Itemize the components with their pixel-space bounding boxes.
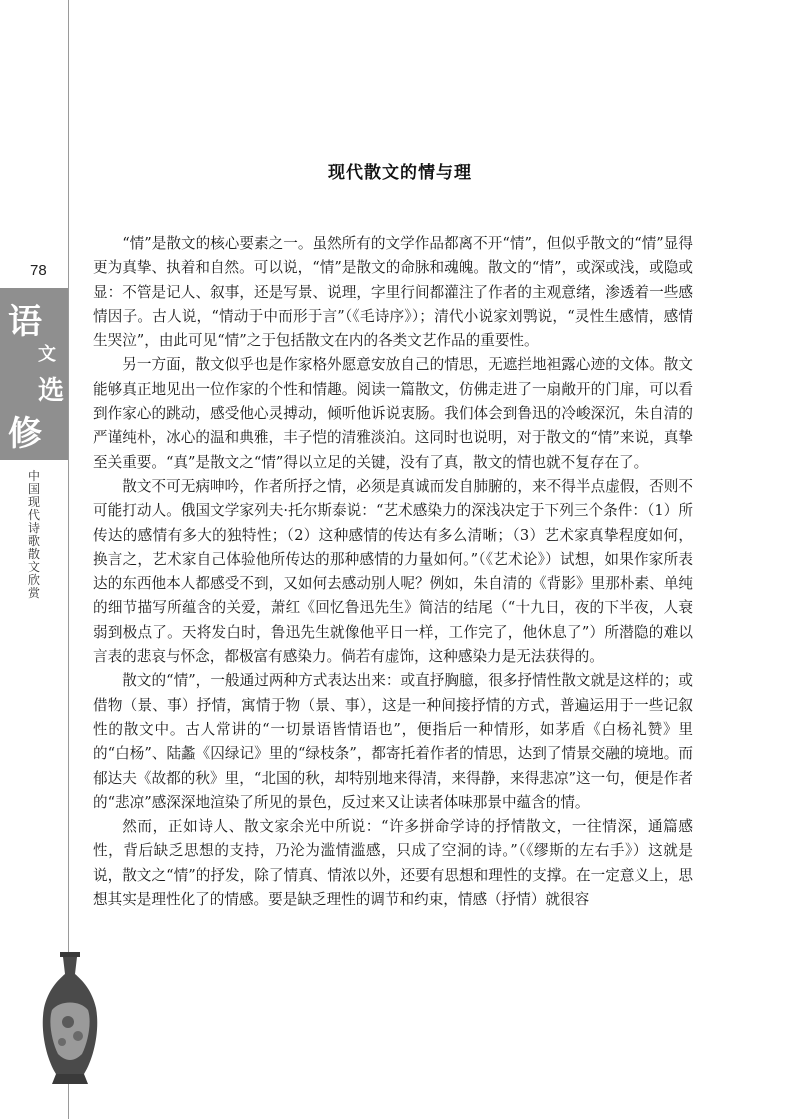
tab-char-1: 语 xyxy=(8,302,42,342)
paragraph: 另一方面，散文似乎也是作家格外愿意安放自己的情思，无遮拦地袒露心迹的文体。散文能够真正地见出一位作家的个性和情趣。阅读一篇散文，仿佛走进了一扇敞开的门扉，可以看到作家心的跳动，感受他心灵搏动，倾听他诉说衷肠。我们体会到鲁迅的冷峻深沉，朱自清的严谨纯朴，冰心的温和典雅，丰子恺的清雅淡泊。这同时也说明，对于散文的“情”来说，真挚至关重要。“真”是散文之“情”得以立足的关键，没有了真，散文的情也就不复存在了。 xyxy=(93,356,693,471)
tab-char-3: 选 xyxy=(38,376,65,406)
tab-char-4: 修 xyxy=(8,414,42,454)
vase-illustration-icon xyxy=(30,950,110,1090)
page-number: 78 xyxy=(30,262,47,279)
paragraph: 然而，正如诗人、散文家余光中所说：“许多拼命学诗的抒情散文，一往情深，通篇感性，背后缺乏思想的支持，乃沦为滥情滥感，只成了空洞的诗。”（《缪斯的左右手》）这就是说，散文之“情”的抒发，除了情真、情浓以外，还要有思想和理性的支撑。在一定意义上，思想其实是理性化了的情感。要是缺乏理性的调节和约束，情感（抒情）就很容 xyxy=(93,818,693,909)
tab-char-2: 文 xyxy=(38,344,56,365)
section-tab xyxy=(0,288,68,460)
paragraph: 散文不可无病呻吟，作者所抒之情，必须是真诚而发自肺腑的，来不得半点虚假，否则不可能打动人。俄国文学家列夫·托尔斯泰说：“艺术感染力的深浅决定于下列三个条件：（1）所传达的感情有多大的独特性；（2）这种感情的传达有多么清晰；（3）艺术家真挚程度如何，换言之，艺术家自己体验他所传达的那种感情的力量如何。”（《艺术论》）试想，如果作家所表达的东西他本人都感受不到，又如何去感动别人呢？例如，朱自清的《背影》里那朴素、单纯的细节描写所蕴含的关爱，萧红《回忆鲁迅先生》简洁的结尾（“十九日，夜的下半夜，人衰弱到极点了。天将发白时，鲁迅先生就像他平日一样，工作完了，他休息了”）所潜隐的难以言表的悲哀与怀念，都极富有感染力。倘若有虚饰，这种感染力是无法获得的。 xyxy=(93,477,693,666)
article-title: 现代散文的情与理 xyxy=(328,163,472,183)
paragraph: “情”是散文的核心要素之一。虽然所有的文学作品都离不开“情”，但似乎散文的“情”显得更为真挚、执着和自然。可以说，“情”是散文的命脉和魂魄。散文的“情”，或深或浅，或隐或显：不管是记人、叙事，还是写景、说理，字里行间都灌注了作者的主观意绪，渗透着一些感情因子。古人说，“情动于中而形于言”（《毛诗序》）；清代小说家刘鹗说，“灵性生感情，感情生哭泣”，由此可见“情”之于包括散文在内的各类文艺作品的重要性。 xyxy=(93,235,693,350)
paragraph: 散文的“情”，一般通过两种方式表达出来：或直抒胸臆，很多抒情性散文就是这样的；或借物（景、事）抒情，寓情于物（景、事），这是一种间接抒情的方式，普遍运用于一些记叙性的散文中。古人常讲的“一切景语皆情语也”，便指后一种情形，如茅盾《白杨礼赞》里的“白杨”、陆蠡《囚绿记》里的“绿枝条”，都寄托着作者的情思，达到了情景交融的境地。而郁达夫《故都的秋》里，“北国的秋，却特别地来得清，来得静，来得悲凉”这一句，便是作者的“悲凉”感深深地渲染了所见的景色，反过来又让读者体味那景中蕴含的情。 xyxy=(93,672,693,811)
article-body xyxy=(93,232,693,912)
book-title-vertical: 中国现代诗歌散文欣赏 xyxy=(27,469,40,600)
